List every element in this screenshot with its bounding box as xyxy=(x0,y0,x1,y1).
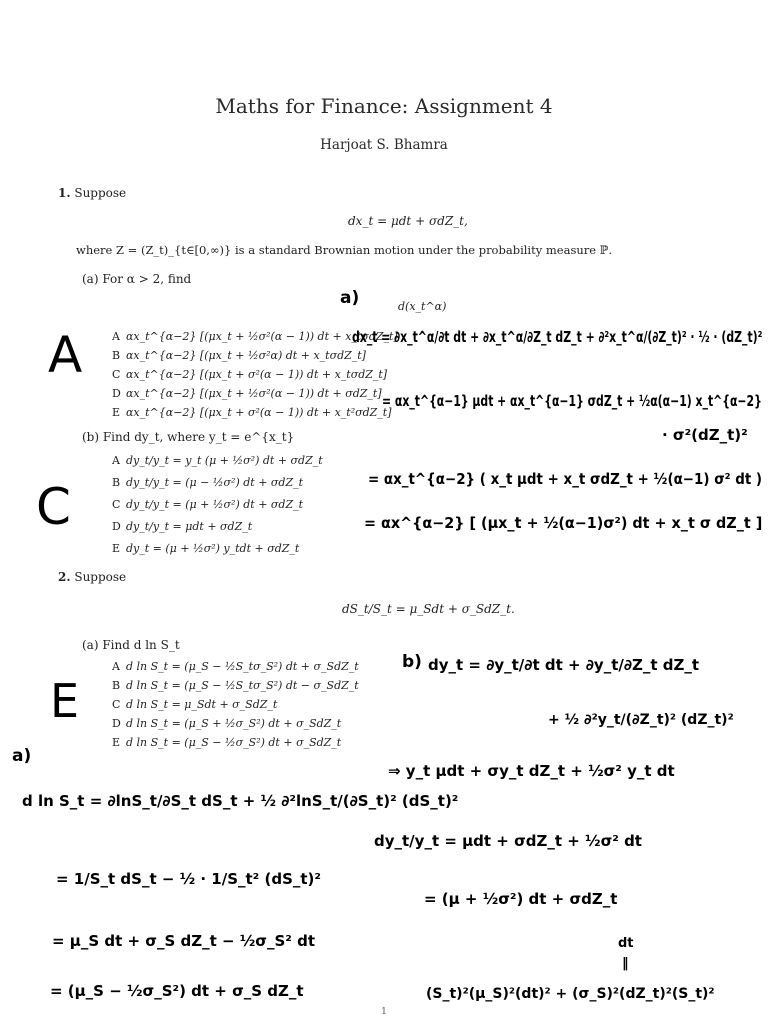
handwritten-b-line-1b: + ½ ∂²y_t/(∂Z_t)² (dZ_t)² xyxy=(548,712,734,728)
question-2 xyxy=(58,570,126,584)
q1a-option: D αx_t^{α−2} [(μx_t + ½σ²(α − 1)) dt + σdZ_t] xyxy=(112,387,382,400)
q1a-option: E αx_t^{α−2} [(μx_t + σ²(α − 1)) dt + x_t²σdZ_t] xyxy=(112,406,392,419)
handwritten-c-line-4: = (μ_S − ½σ_S²) dt + σ_S dZ_t xyxy=(50,982,304,1000)
q2a-option: D d ln S_t = (μ_S + ½σ_S²) dt + σ_SdZ_t xyxy=(112,717,342,730)
q1a-target: d(x_t^α) xyxy=(398,300,447,313)
q1b-option: C dy_t/y_t = (μ + ½σ²) dt + σdZ_t xyxy=(112,498,304,511)
handwritten-b-line-2: ⇒ y_t μdt + σy_t dZ_t + ½σ² y_t dt xyxy=(388,762,675,780)
handwritten-b-line-3: dy_t/y_t = μdt + σdZ_t + ½σ² dt xyxy=(374,832,642,850)
q1b-option: B dy_t/y_t = (μ − ½σ²) dt + σdZ_t xyxy=(112,476,304,489)
handwritten-answer-1b: C xyxy=(36,478,71,536)
question-2-number: 2. xyxy=(58,570,71,584)
handwritten-line-2b: · σ²(dZ_t)² xyxy=(662,426,748,444)
handwritten-answer-1a: A xyxy=(48,326,83,384)
q1b-option: E dy_t = (μ + ½σ²) y_tdt + σdZ_t xyxy=(112,542,300,555)
q1a-option: B αx_t^{α−2} [(μx_t + ½σ²α) dt + x_tσdZ_t] xyxy=(112,349,366,362)
page-number: 1 xyxy=(381,1007,387,1017)
handwritten-line-1: dx_t = ∂x_t^α/∂t dt + ∂x_t^α/∂Z_t dZ_t + ∂²x_t^α/(∂Z_t)² · ½ · (dZ_t)² xyxy=(352,328,763,346)
handwritten-c-line-2: = 1/S_t dS_t − ½ · 1/S_t² (dS_t)² xyxy=(56,870,321,888)
q1a-option: C αx_t^{α−2} [(μx_t + σ²(α − 1)) dt + x_tσdZ_t] xyxy=(112,368,388,381)
handwritten-label-a-bottom: a) xyxy=(12,746,32,766)
handwritten-c-side-eq: ‖ xyxy=(622,956,629,971)
q1a-option: A αx_t^{α−2} [(μx_t + ½σ²(α − 1)) dt + x_tσdZ_t] xyxy=(112,330,398,343)
question-1 xyxy=(58,186,126,200)
handwritten-b-line-1: dy_t = ∂y_t/∂t dt + ∂y_t/∂Z_t dZ_t xyxy=(428,656,700,674)
question-2-lead: Suppose xyxy=(74,570,127,584)
handwritten-c-line-3: = μ_S dt + σ_S dZ_t − ½σ_S² dt xyxy=(52,932,315,950)
handwritten-line-4: = αx^{α−2} [ (μx_t + ½(α−1)σ²) dt + x_t σ dZ_t ] xyxy=(364,514,763,532)
handwritten-answer-2a: E xyxy=(50,674,80,728)
q1a-label: (a) For α > 2, find xyxy=(82,272,192,286)
question-1-equation: dx_t = μdt + σdZ_t, xyxy=(348,214,468,228)
q1b-label: (b) Find dy_t, where y_t = e^{x_t} xyxy=(82,430,295,444)
q1b-option: D dy_t/y_t = μdt + σdZ_t xyxy=(112,520,253,533)
q2a-option: A d ln S_t = (μ_S − ½S_tσ_S²) dt + σ_SdZ_t xyxy=(112,660,359,673)
handwritten-c-side-dt: dt xyxy=(618,936,634,951)
q1b-option: A dy_t/y_t = y_t (μ + ½σ²) dt + σdZ_t xyxy=(112,454,323,467)
q2a-option: E d ln S_t = (μ_S − ½σ_S²) dt + σ_SdZ_t xyxy=(112,736,342,749)
q2a-option: B d ln S_t = (μ_S − ½S_tσ_S²) dt − σ_SdZ_t xyxy=(112,679,359,692)
question-1-lead: Suppose xyxy=(74,186,127,200)
handwritten-c-side: (S_t)²(μ_S)²(dt)² + (σ_S)²(dZ_t)²(S_t)² xyxy=(426,986,715,1002)
q2a-option: C d ln S_t = μ_Sdt + σ_SdZ_t xyxy=(112,698,278,711)
q2a-label: (a) Find d ln S_t xyxy=(82,638,180,652)
question-1-number: 1. xyxy=(58,186,71,200)
author-name: Harjoat S. Bhamra xyxy=(320,137,448,153)
question-1-where: where Z = (Z_t)_{t∈[0,∞)} is a standard Brownian motion under the probability measure ℙ. xyxy=(76,243,613,257)
handwritten-line-3: = αx_t^{α−2} ( x_t μdt + x_t σdZ_t + ½(α−1) σ² dt ) xyxy=(368,470,763,488)
handwritten-c-line-1: d ln S_t = ∂lnS_t/∂S_t dS_t + ½ ∂²lnS_t/(∂S_t)² (dS_t)² xyxy=(22,792,459,810)
handwritten-label-b: b) xyxy=(402,652,422,672)
handwritten-b-line-4: = (μ + ½σ²) dt + σdZ_t xyxy=(424,890,618,908)
handwritten-line-2: = αx_t^{α−1} μdt + αx_t^{α−1} σdZ_t + ½α(α−1) x_t^{α−2} xyxy=(382,392,762,410)
handwritten-label-a: a) xyxy=(340,288,360,308)
document-title: Maths for Finance: Assignment 4 xyxy=(215,94,553,118)
question-2-equation: dS_t/S_t = μ_Sdt + σ_SdZ_t. xyxy=(342,602,515,616)
